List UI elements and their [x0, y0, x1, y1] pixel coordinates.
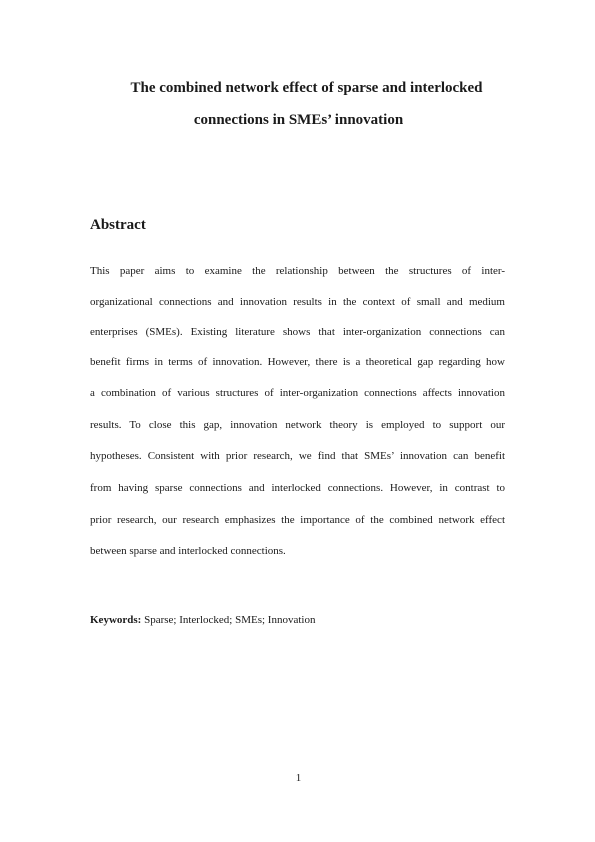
- abstract-line-2: organizational connections and innovation results in the context of small and medium: [90, 296, 505, 308]
- abstract-line-10: between sparse and interlocked connections.: [90, 545, 286, 557]
- keywords-label: Keywords:: [90, 614, 142, 626]
- abstract-line-5: a combination of various structures of inter-organization connections affects innovation: [90, 387, 505, 399]
- abstract-line-8: from having sparse connections and interlocked connections. However, in contrast to: [90, 482, 505, 494]
- abstract-line-6: results. To close this gap, innovation network theory is employed to support our: [90, 419, 505, 431]
- page-number: 1: [295, 772, 302, 784]
- abstract-line-7: hypotheses. Consistent with prior research, we find that SMEs’ innovation can benefit: [90, 450, 505, 462]
- keywords-text: Sparse; Interlocked; SMEs; Innovation: [144, 614, 316, 626]
- abstract-line-9: prior research, our research emphasizes the importance of the combined network effect: [90, 514, 505, 526]
- abstract-line-1: This paper aims to examine the relationship between the structures of inter-: [90, 265, 505, 277]
- abstract-line-4: benefit firms in terms of innovation. However, there is a theoretical gap regarding how: [90, 356, 505, 368]
- paper-title-line-1: The combined network effect of sparse and interlocked: [130, 80, 483, 96]
- abstract-heading: Abstract: [90, 217, 146, 233]
- keywords-line: [90, 613, 315, 627]
- paper-title-line-2: connections in SMEs’ innovation: [193, 112, 404, 128]
- abstract-line-3: enterprises (SMEs). Existing literature shows that inter-organization connections can: [90, 326, 505, 338]
